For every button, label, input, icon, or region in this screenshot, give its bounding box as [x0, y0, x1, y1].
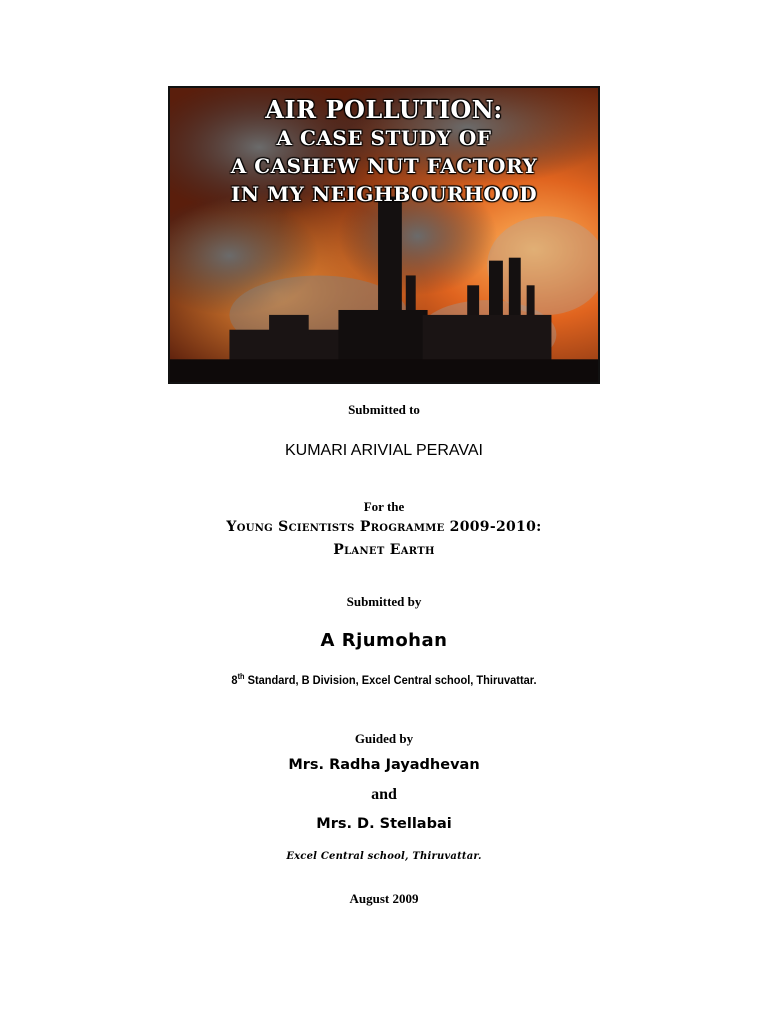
cover-title: [170, 96, 598, 208]
for-label: For the: [363, 499, 405, 514]
title-line-2: A CASE STUDY OF: [276, 126, 492, 150]
and-label: and: [371, 786, 397, 803]
class-details-text: Standard, B Division, Excel Central school, Thiruvattar.: [244, 673, 537, 687]
guided-by-label: Guided by: [354, 731, 414, 746]
guide-1-name: Mrs. Radha Jayadhevan: [288, 757, 480, 773]
submitted-by-label: Submitted by: [346, 594, 422, 609]
author-class-details: [31, 672, 738, 687]
submission-date: August 2009: [349, 891, 419, 906]
title-line-1: AIR POLLUTION:: [265, 95, 503, 124]
title-line-3: A CASHEW NUT FACTORY: [230, 154, 538, 178]
program-title-line-1: Young Scientists Programme 2009-2010:: [226, 519, 542, 535]
guide-school: Excel Central school, Thiruvattar.: [286, 851, 482, 862]
recipient-name: KUMARI ARIVIAL PERAVAI: [285, 442, 483, 459]
submitted-to-label: Submitted to: [348, 402, 420, 417]
cover-image: [168, 86, 600, 384]
program-title-line-2: Planet Earth: [333, 542, 435, 558]
class-ordinal: 8: [231, 673, 238, 687]
class-ordinal-suffix: th: [237, 672, 245, 681]
author-name: A Rjumohan: [320, 630, 448, 651]
guide-2-name: Mrs. D. Stellabai: [316, 816, 452, 832]
title-line-4: IN MY NEIGHBOURHOOD: [230, 182, 538, 206]
